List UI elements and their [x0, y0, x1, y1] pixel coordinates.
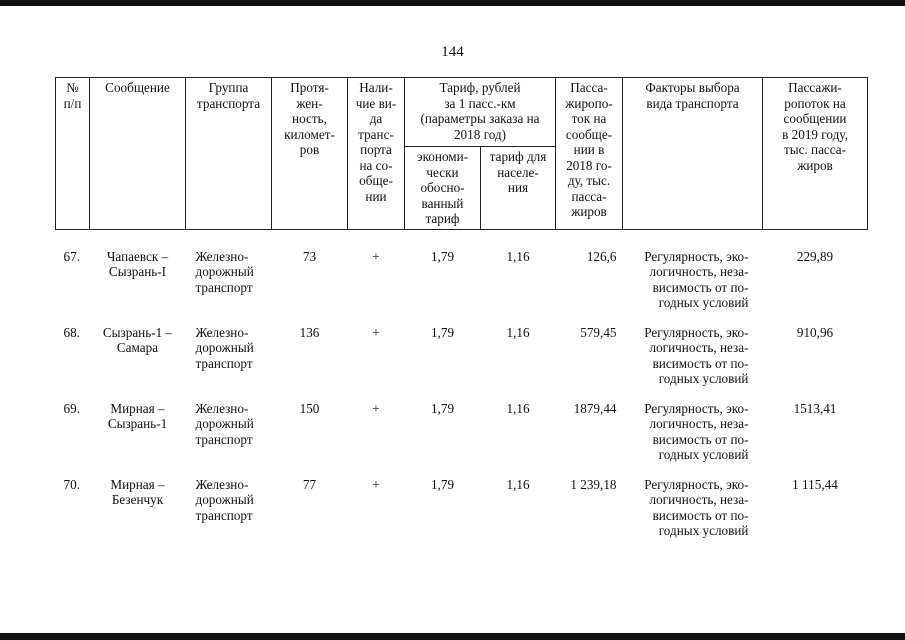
- header-passenger-2018: Пасса- жиропо- ток на сообще- нии в 2018 го- ду, тыс. пасса- жиров: [556, 78, 623, 230]
- bottom-border: [0, 633, 905, 640]
- cell-tariff-pop: 1,16: [506, 324, 530, 340]
- cell-num: 67.: [63, 248, 80, 264]
- table-row: [56, 471, 868, 547]
- cell-tariff-pop: 1,16: [506, 476, 530, 492]
- table-body: [56, 229, 868, 547]
- cell-passenger-2018: 1 239,18: [570, 476, 617, 492]
- cell-factors: Регулярность, эко- логичность, неза- висимость от по- годных условий: [644, 400, 749, 462]
- cell-length: 77: [302, 476, 317, 492]
- cell-num: 69.: [63, 400, 80, 416]
- cell-route: Мирная – Безенчук: [110, 476, 165, 507]
- cell-route: Чапаевск – Сызрань-I: [106, 248, 169, 279]
- header-tariff-pop: тариф для населе- ния: [481, 147, 556, 230]
- cell-availability: +: [372, 476, 380, 492]
- cell-passenger-2018: 579,45: [580, 324, 617, 340]
- transport-table: [55, 77, 868, 547]
- table-row: [56, 243, 868, 319]
- cell-tariff-econ: 1,79: [430, 400, 455, 416]
- header-num: № п/п: [56, 78, 90, 230]
- cell-factors: Регулярность, эко- логичность, неза- висимость от по- годных условий: [644, 248, 749, 310]
- cell-factors: Регулярность, эко- логичность, неза- висимость от по- годных условий: [644, 324, 749, 386]
- cell-availability: +: [372, 324, 380, 340]
- cell-tariff-econ: 1,79: [430, 324, 455, 340]
- cell-passenger-2018: 1879,44: [573, 400, 617, 416]
- header-passenger-2019: Пассажи- ропоток на сообщении в 2019 году, тыс. пасса- жиров: [763, 78, 868, 230]
- top-border: [0, 0, 905, 6]
- cell-availability: +: [372, 248, 380, 264]
- cell-passenger-2019: 229,89: [796, 248, 834, 264]
- cell-group: Железно- дорожный транспорт: [195, 400, 254, 447]
- page-number: 144: [441, 44, 464, 60]
- cell-length: 73: [302, 248, 317, 264]
- cell-group: Железно- дорожный транспорт: [195, 324, 254, 371]
- cell-num: 68.: [63, 324, 80, 340]
- header-length: Протя- жен- ность, километ- ров: [272, 78, 348, 230]
- cell-length: 136: [299, 324, 320, 340]
- cell-passenger-2019: 1 115,44: [792, 476, 838, 492]
- cell-passenger-2018: 126,6: [586, 248, 617, 264]
- cell-group: Железно- дорожный транспорт: [195, 248, 254, 295]
- cell-route: Сызрань-1 – Самара: [102, 324, 173, 355]
- cell-tariff-pop: 1,16: [506, 248, 530, 264]
- header-tariff-econ: экономи- чески обосно- ванный тариф: [405, 147, 481, 230]
- cell-passenger-2019: 1513,41: [793, 400, 837, 416]
- header-tariff: Тариф, рублей за 1 пасс.-км (параметры заказа на 2018 год): [405, 78, 556, 147]
- cell-num: 70.: [63, 476, 80, 492]
- cell-tariff-econ: 1,79: [430, 248, 455, 264]
- cell-tariff-pop: 1,16: [506, 400, 530, 416]
- table-header: [56, 78, 868, 230]
- cell-route: Мирная – Сызрань-1: [107, 400, 168, 431]
- cell-group: Железно- дорожный транспорт: [195, 476, 254, 523]
- header-factors: Факторы выбора вида транспорта: [623, 78, 763, 230]
- cell-availability: +: [372, 400, 380, 416]
- header-availability: Нали- чие ви- да транс- порта на со- обще- нии: [348, 78, 405, 230]
- cell-tariff-econ: 1,79: [430, 476, 455, 492]
- table-row: [56, 395, 868, 471]
- cell-passenger-2019: 910,96: [796, 324, 834, 340]
- cell-length: 150: [299, 400, 320, 416]
- cell-factors: Регулярность, эко- логичность, неза- висимость от по- годных условий: [644, 476, 749, 538]
- header-group: Группа транспорта: [186, 78, 272, 230]
- table-row: [56, 319, 868, 395]
- header-route: Сообщение: [90, 78, 186, 230]
